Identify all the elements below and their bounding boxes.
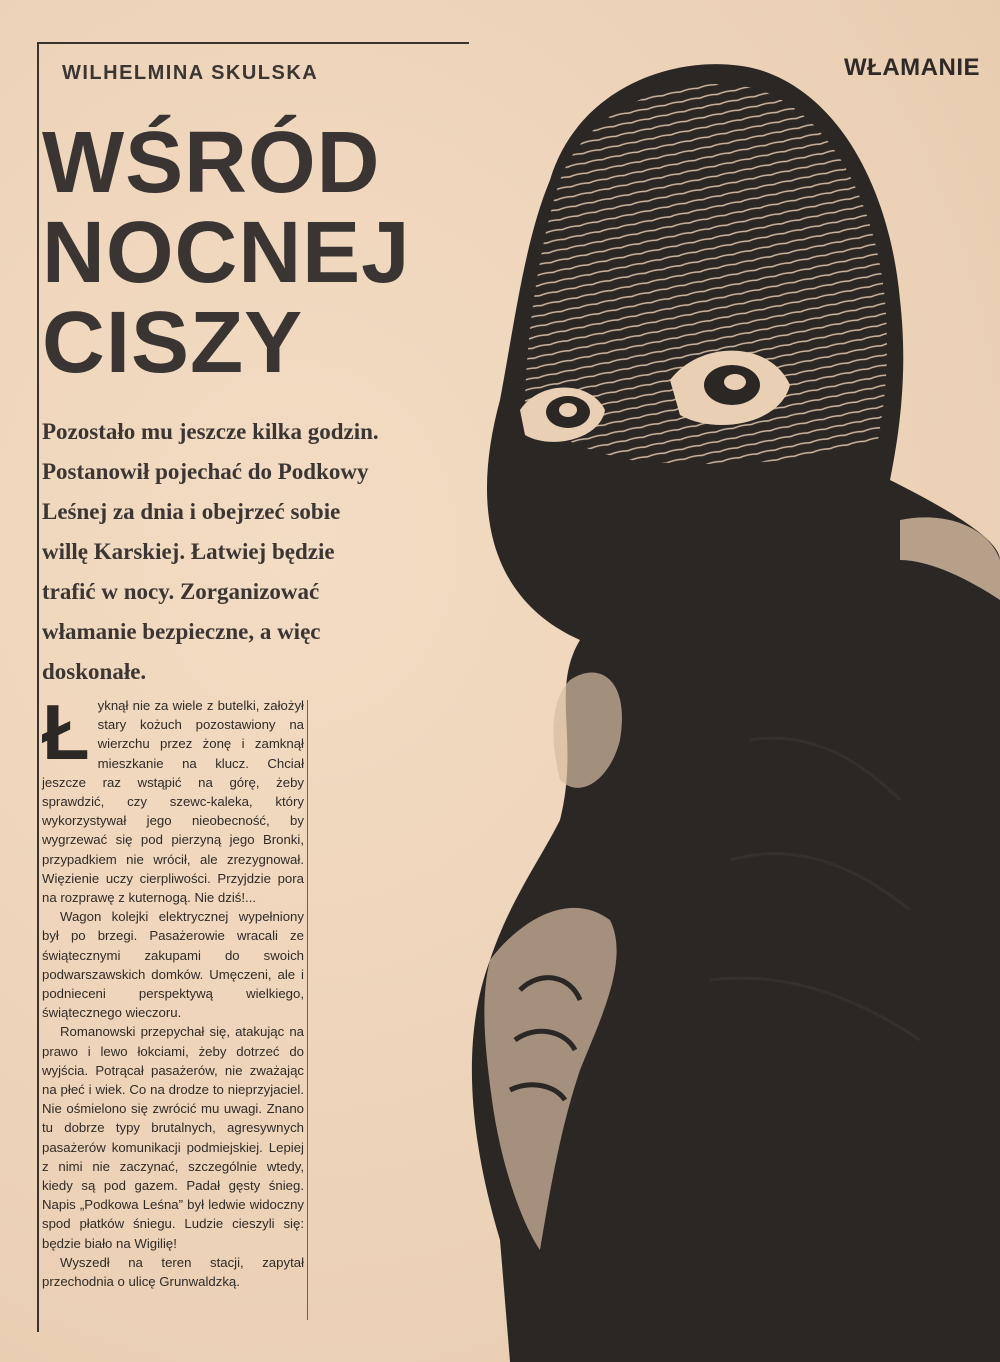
frame-rule-left <box>37 42 39 1332</box>
body-paragraph <box>42 688 304 907</box>
lead-line: willę Karskiej. Łatwiej będzie <box>42 539 335 564</box>
headline-line: CISZY <box>42 294 304 391</box>
drop-cap: Ł <box>42 688 90 776</box>
headline-line: WŚRÓD <box>42 114 381 211</box>
lead-line: doskonałe. <box>42 659 147 684</box>
headline-line: NOCNEJ <box>42 204 411 301</box>
article-body <box>42 688 304 1291</box>
lead-line: Leśnej za dnia i obejrzeć sobie <box>42 499 341 524</box>
masked-man-woodcut-icon <box>430 40 1000 1362</box>
lead-line: trafić w nocy. Zorganizować <box>42 579 320 604</box>
lead-line: włamanie bezpieczne, a więc <box>42 619 321 644</box>
article-headline <box>42 114 462 391</box>
column-rule <box>307 700 308 1320</box>
masked-man-illustration <box>430 40 1000 1362</box>
section-label: WŁAMANIE <box>844 54 980 81</box>
author-byline: WILHELMINA SKULSKA <box>62 62 319 84</box>
article-lead <box>42 412 432 692</box>
frame-rule-top <box>37 42 469 44</box>
paragraph-text: yknął nie za wiele z butelki, założył stary kożuch pozostawiony na wierzchu przez żonę i zamknął mieszkanie na klucz. Chciał jeszcze raz wstąpić na górę, żeby sprawdzić, czy szewc-kaleka, który wykorzystywał jego nieobecność, by wygrzewać się pod pierzyną jego Bronki, przypadkiem nie wrócił, ale zrezygnował. Więzienie uczy cierpliwości. Przyjdzie pora na rozprawę z kuternogą. Nie dziś!... <box>42 698 304 906</box>
body-paragraph: Wyszedł na teren stacji, zapytał przechodnia o ulicę Grunwaldzką. <box>42 1254 304 1290</box>
body-paragraph: Romanowski przepychał się, atakując na prawo i lewo łokciami, żeby dotrzeć do wyjścia. Potrącał pasażerów, nie zważając na płeć i wiek. Co na drodze to nieprzyjaciel. Nie ośmielono się zwrócić mu uwagi. Znano tu dobrze typy brutalnych, agresywnych pasażerów komunikacji podmiejskiej. Lepiej z nimi nie zaczynać, szczególnie wtedy, kiedy są pod gazem. Padał gęsty śnieg. Napis „Podkowa Leśna” był ledwie widoczny spod płatków śniegu. Ludzie cieszyli się: będzie biało na Wigilię! <box>42 1024 304 1251</box>
lead-line: Pozostało mu jeszcze kilka godzin. <box>42 419 379 444</box>
body-paragraph: Wagon kolejki elektrycznej wypełniony był po brzegi. Pasażerowie wracali ze świątecznymi zakupami do swoich podwarszawskich domków. Umęczeni, ale i podnieceni perspektywą wielkiego, świątecznego wieczoru. <box>42 909 304 1021</box>
lead-line: Postanowił pojechać do Podkowy <box>42 459 369 484</box>
